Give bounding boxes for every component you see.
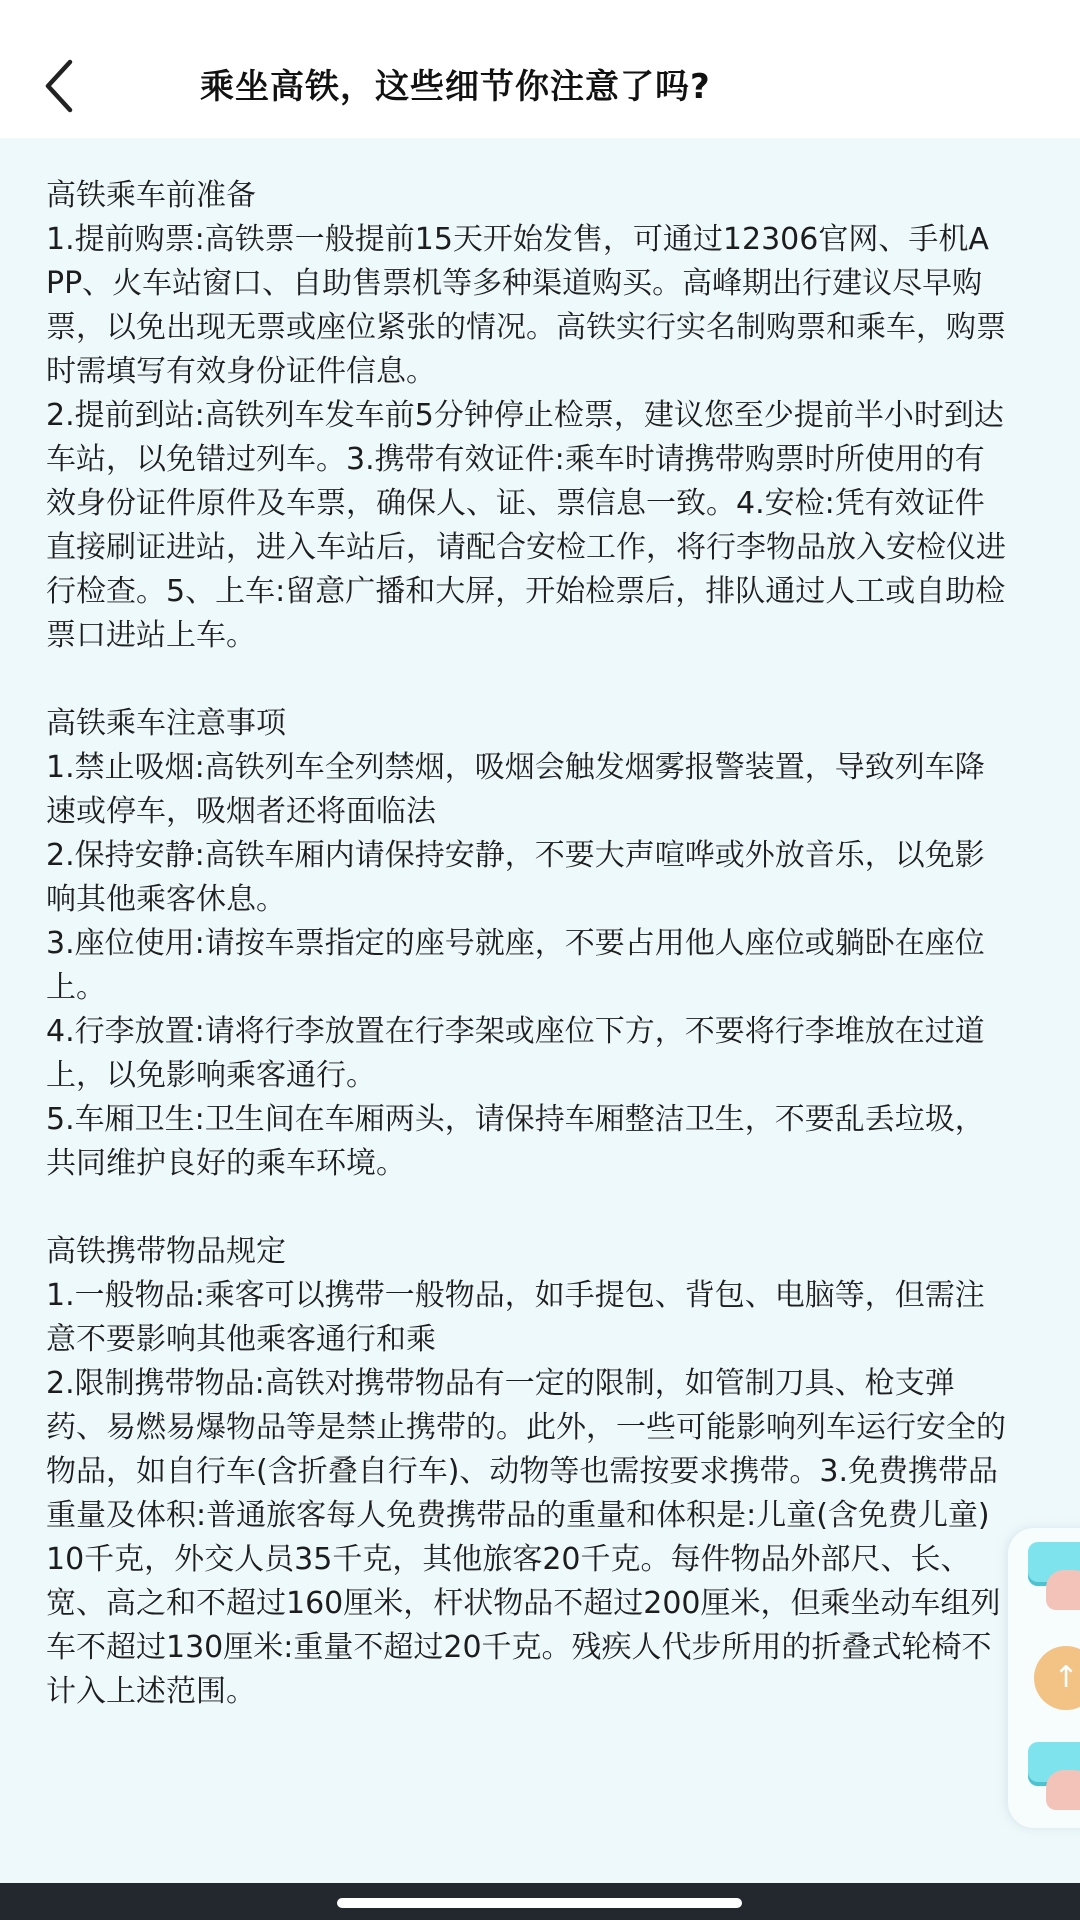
paragraph: 3.座位使用:请按车票指定的座号就座，不要占用他人座位或躺卧在座位上。 (46, 926, 985, 1005)
section-title: 高铁乘车前准备 (46, 178, 256, 213)
paragraph: 4.行李放置:请将行李放置在行李架或座位下方，不要将行李堆放在过道上，以免影响乘客通行。 (46, 1014, 985, 1093)
header-bar (0, 0, 1080, 138)
paragraph: 1.一般物品:乘客可以携带一般物品，如手提包、背包、电脑等，但需注意不要影响其他乘客通行和乘 (46, 1278, 985, 1357)
paragraph: 1.禁止吸烟:高铁列车全列禁烟，吸烟会触发烟雾报警装置，导致列车降速或停车，吸烟者还将面临法 (46, 750, 985, 829)
paragraph: 2.保持安静:高铁车厢内请保持安静，不要大声喧哗或外放音乐，以免影响其他乘客休息。 (46, 838, 985, 917)
coin-icon: ↑ (1034, 1646, 1080, 1710)
back-button[interactable] (40, 58, 90, 114)
article-body (46, 174, 1006, 1714)
keyboard-tap-button[interactable] (1028, 1542, 1080, 1614)
hand-icon (1046, 1570, 1080, 1610)
section-title: 高铁携带物品规定 (46, 1234, 286, 1269)
hand-icon (1046, 1770, 1080, 1810)
system-nav-bar (0, 1883, 1080, 1920)
home-indicator[interactable] (337, 1898, 742, 1908)
keyboard-tap-button[interactable] (1028, 1742, 1080, 1814)
paragraph: 2.限制携带物品:高铁对携带物品有一定的限制，如管制刀具、枪支弹药、易燃易爆物品等是禁止携带的。此外，一些可能影响列车运行安全的物品，如自行车(含折叠自行车)、动物等也需按要求携带。3.免费携带品重量及体积:普通旅客每人免费携带品的重量和体积是:儿童(含免费儿童)10千克，外交人员35千克，其他旅客20千克。每件物品外部尺、长、宽、高之和不超过160厘米，杆状物品不超过200厘米，但乘坐动车组列车不超过130厘米:重量不超过20千克。残疾人代步所用的折叠式轮椅不计入上述范围。 (46, 1366, 1006, 1709)
floating-widget-panel (1008, 1528, 1080, 1828)
paragraph: 1.提前购票:高铁票一般提前15天开始发售，可通过12306官网、手机APP、火车站窗口、自助售票机等多种渠道购买。高峰期出行建议尽早购票，以免出现无票或座位紧张的情况。高铁实行实名制购票和乘车，购票时需填写有效身份证件信息。 (46, 222, 1006, 389)
chevron-left-icon (40, 58, 80, 114)
coin-button[interactable] (1028, 1642, 1080, 1714)
page-title: 乘坐高铁，这些细节你注意了吗? (200, 67, 711, 107)
paragraph: 2.提前到站:高铁列车发车前5分钟停止检票，建议您至少提前半小时到达车站，以免错过列车。3.携带有效证件:乘车时请携带购票时所使用的有效身份证件原件及车票，确保人、证、票信息一致。4.安检:凭有效证件直接刷证进站，进入车站后，请配合安检工作，将行李物品放入安检仪进行检查。5、上车:留意广播和大屏，开始检票后，排队通过人工或自助检票口进站上车。 (46, 398, 1006, 653)
paragraph: 5.车厢卫生:卫生间在车厢两头，请保持车厢整洁卫生，不要乱丢垃圾，共同维护良好的乘车环境。 (46, 1102, 985, 1181)
section-title: 高铁乘车注意事项 (46, 706, 286, 741)
section-luggage-rules (46, 1230, 1006, 1714)
section-pre-boarding (46, 174, 1006, 658)
section-onboard-notes (46, 702, 1006, 1186)
